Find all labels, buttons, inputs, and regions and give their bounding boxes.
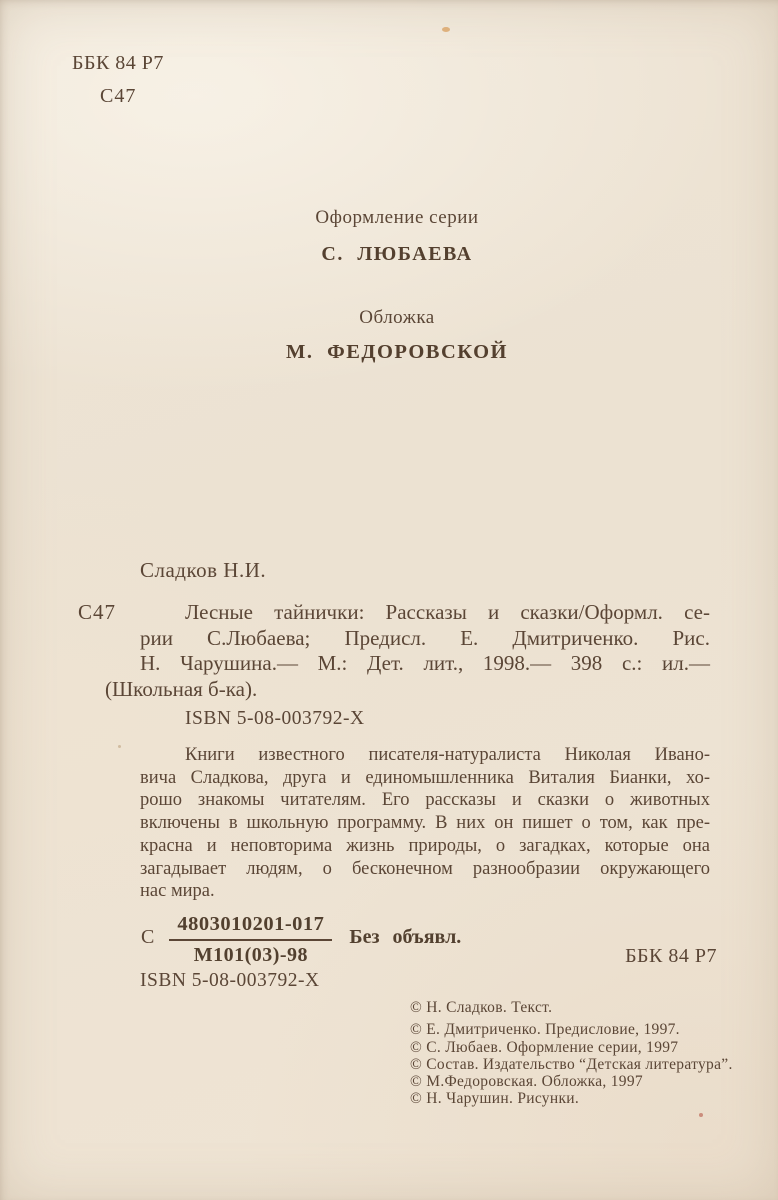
print-code-block [141, 913, 461, 967]
print-code-prefix: С [141, 926, 155, 948]
copyright-line: © Н. Чарушин. Рисунки. [410, 1090, 580, 1108]
author-heading: Сладков Н.И. [140, 558, 267, 582]
print-code-numerator: 4803010201-017 [169, 913, 332, 941]
copyright-line: © Состав. Издательство “Детская литература”. [410, 1055, 733, 1073]
copyright-line: © М.Федоровская. Обложка, 1997 [410, 1073, 643, 1091]
paper-speck [442, 27, 450, 32]
annotation-line: включены в школьную программу. В них он пишет о том, как пре- [140, 813, 710, 834]
catalog-entry-line: (Школьная б-ка). [105, 676, 258, 701]
annotation-line: нас мира. [140, 881, 215, 902]
paper-speck [699, 1113, 703, 1117]
catalog-entry-code: С47 [78, 600, 117, 624]
catalog-entry [105, 600, 710, 702]
bbk-code-top: ББК 84 Р7 [72, 52, 164, 74]
isbn-top: ISBN 5-08-003792-X [185, 708, 365, 729]
paper-speck [118, 745, 121, 748]
print-code-fraction [169, 913, 332, 967]
annotation-line: загадывает людям, о бесконечном разнообразии окружающего [140, 858, 710, 879]
copyright-line: © Е. Дмитриченко. Предисловие, 1997. [410, 1021, 680, 1039]
copyright-list [410, 999, 733, 1108]
cover-label: Обложка [359, 307, 435, 328]
catalog-entry-line: рии С.Любаева; Предисл. Е. Дмитриченко. Рис. [140, 625, 710, 650]
annotation-line: Книги известного писателя-натуралиста Николая Ивано- [185, 745, 710, 765]
series-designer-name: С. ЛЮБАЕВА [321, 243, 473, 265]
annotation-line: рошо знакомы читателям. Его рассказы и сказки о животных [140, 790, 710, 811]
bbk-code-bottom: ББК 84 Р7 [625, 945, 717, 967]
annotation-paragraph [140, 744, 710, 903]
copyright-line: © С. Любаев. Оформление серии, 1997 [410, 1038, 679, 1056]
catalog-entry-line: Н. Чарушина.— М.: Дет. лит., 1998.— 398 с.: ил.— [140, 651, 710, 676]
cover-artist-name: М. ФЕДОРОВСКОЙ [286, 341, 508, 363]
annotation-line: красна и неповторима жизнь природы, о загадках, которые она [140, 835, 710, 856]
copyright-line: © Н. Сладков. Текст. [410, 999, 553, 1016]
author-sign-code: С47 [100, 85, 137, 107]
no-announcement-note: Без объявл. [349, 926, 462, 948]
isbn-bottom: ISBN 5-08-003792-X [140, 970, 320, 991]
annotation-line: вича Сладкова, друга и единомышленника Виталия Бианки, хо- [140, 767, 710, 788]
catalog-entry-line: Лесные тайнички: Рассказы и сказки/Оформл. се- [185, 600, 710, 624]
series-design-label: Оформление серии [315, 207, 479, 228]
print-code-denominator: М101(03)-98 [193, 944, 309, 966]
